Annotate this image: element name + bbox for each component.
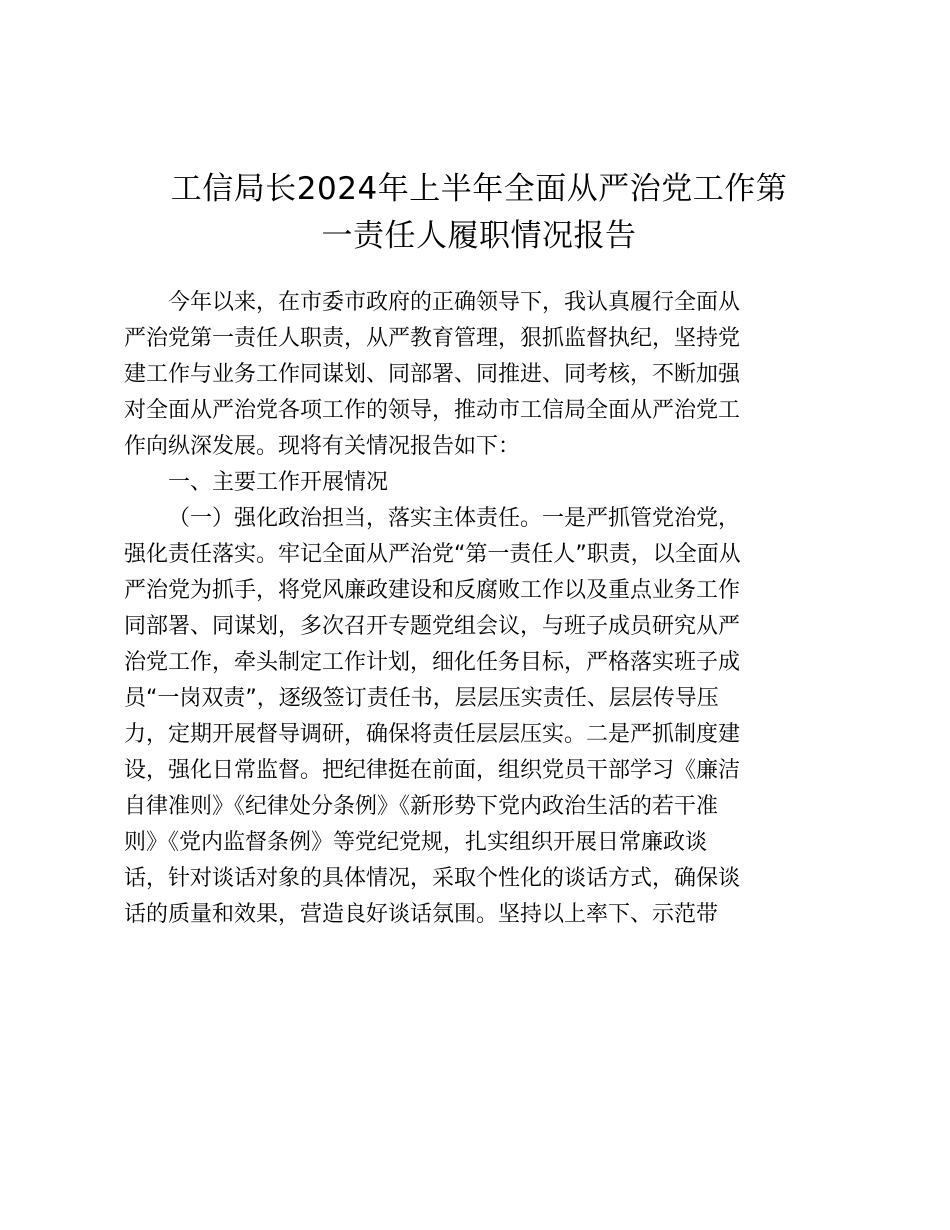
paragraph-line: 力，定期开展督导调研，确保将责任层层压实。二是严抓制度建 xyxy=(124,722,741,747)
paragraph-line: 严治党为抓手，将党风廉政建设和反腐败工作以及重点业务工作 xyxy=(124,578,741,603)
paragraph-line: 今年以来，在市委市政府的正确领导下，我认真履行全面从 xyxy=(168,290,741,315)
paragraph-line: 严治党第一责任人职责，从严教育管理，狠抓监督执纪，坚持党 xyxy=(124,326,741,351)
title-line-2: 一责任人履职情况报告 xyxy=(321,218,637,254)
paragraph-line: 对全面从严治党各项工作的领导，推动市工信局全面从严治党工 xyxy=(124,398,741,423)
paragraph-line: 话的质量和效果，营造良好谈话氛围。坚持以上率下、示范带 xyxy=(124,902,719,927)
paragraph-line: 自律准则》《纪律处分条例》《新形势下党内政治生活的若干准 xyxy=(124,794,719,819)
paragraph-line: 强化责任落实。牢记全面从严治党“第一责任人”职责，以全面从 xyxy=(124,542,741,567)
title-line-1: 工信局长2024年上半年全面从严治党工作第 xyxy=(170,171,788,207)
document-title xyxy=(124,166,834,260)
paragraph-line: 作向纵深发展。现将有关情况报告如下： xyxy=(124,434,521,459)
document-body xyxy=(124,285,834,933)
paragraph-line: 员“一岗双责”，逐级签订责任书，层层压实责任、层层传导压 xyxy=(124,686,719,711)
paragraph-line: 设，强化日常监督。把纪律挺在前面，组织党员干部学习《廉洁 xyxy=(124,758,741,783)
paragraph-line: 同部署、同谋划，多次召开专题党组会议，与班子成员研究从严 xyxy=(124,614,741,639)
paragraph-line: （一）强化政治担当，落实主体责任。一是严抓管党治党， xyxy=(168,506,741,531)
paragraph-line: 治党工作，牵头制定工作计划，细化任务目标，严格落实班子成 xyxy=(124,650,741,675)
paragraph-line: 则》《党内监督条例》等党纪党规，扎实组织开展日常廉政谈 xyxy=(124,830,708,855)
paragraph-line: 建工作与业务工作同谋划、同部署、同推进、同考核，不断加强 xyxy=(124,362,741,387)
section-heading: 一、主要工作开展情况 xyxy=(168,470,389,495)
paragraph-line: 话，针对谈话对象的具体情况，采取个性化的谈话方式，确保谈 xyxy=(124,866,741,891)
